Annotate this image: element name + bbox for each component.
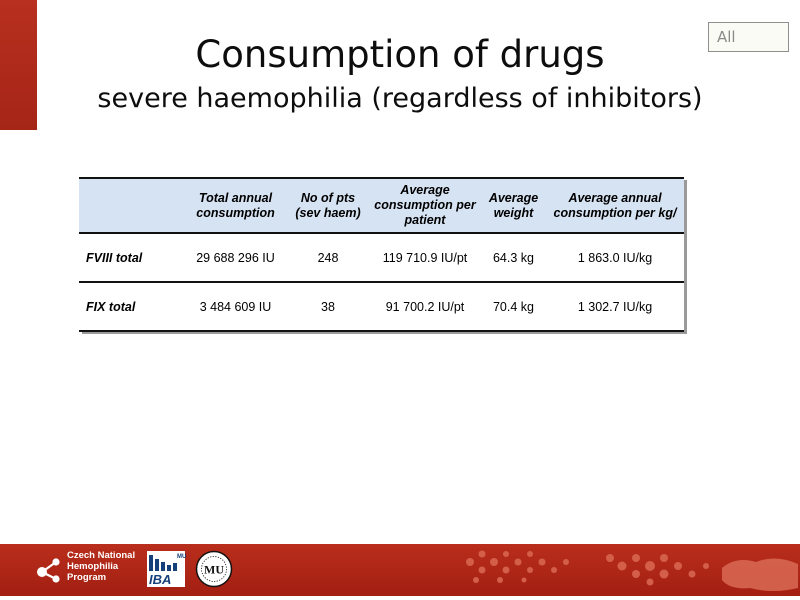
row-label: FIX total <box>79 282 184 331</box>
cell-avg-per-patient: 91 700.2 IU/pt <box>369 282 481 331</box>
cell-total-consumption: 29 688 296 IU <box>184 233 287 282</box>
iba-logo-text: IBA <box>149 572 172 587</box>
table-header-row <box>79 178 684 233</box>
slide-title: Consumption of drugs <box>195 33 605 76</box>
university-seal-icon <box>195 550 233 588</box>
cell-no-of-pts: 248 <box>287 233 369 282</box>
cell-avg-per-kg: 1 302.7 IU/kg <box>546 282 684 331</box>
cell-avg-weight: 70.4 kg <box>481 282 546 331</box>
header-avg-weight: Average weight <box>481 178 546 233</box>
table-row <box>79 233 684 282</box>
iba-logo <box>146 551 186 587</box>
cell-avg-per-patient: 119 710.9 IU/pt <box>369 233 481 282</box>
table-row <box>79 282 684 331</box>
header-avg-annual-consumption-per-kg: Average annual consumption per kg/ <box>546 178 684 233</box>
header-avg-consumption-per-patient: Average consumption per patient <box>369 178 481 233</box>
program-logo-text <box>67 550 135 583</box>
consumption-table <box>79 177 684 332</box>
consumption-table-container <box>79 177 684 331</box>
program-name-line: Program <box>67 572 107 583</box>
cell-no-of-pts: 38 <box>287 282 369 331</box>
filter-value: All <box>717 28 736 46</box>
cell-avg-weight: 64.3 kg <box>481 233 546 282</box>
cell-total-consumption: 3 484 609 IU <box>184 282 287 331</box>
program-name-line: Hemophilia <box>67 561 119 572</box>
footer-gap <box>0 596 800 600</box>
header-blank <box>79 178 184 233</box>
program-name-line: Czech National <box>67 550 136 561</box>
slide-subtitle: severe haemophilia (regardless of inhibitors) <box>97 83 703 114</box>
header-total-annual-consumption: Total annual consumption <box>184 178 287 233</box>
row-label: FVIII total <box>79 233 184 282</box>
decorative-dot-pattern <box>460 544 800 596</box>
network-nodes-icon <box>36 556 64 584</box>
university-seal-text: MU <box>204 562 224 577</box>
header-no-of-pts: No of pts (sev haem) <box>287 178 369 233</box>
cell-avg-per-kg: 1 863.0 IU/kg <box>546 233 684 282</box>
iba-mu-badge: MU <box>177 554 186 560</box>
